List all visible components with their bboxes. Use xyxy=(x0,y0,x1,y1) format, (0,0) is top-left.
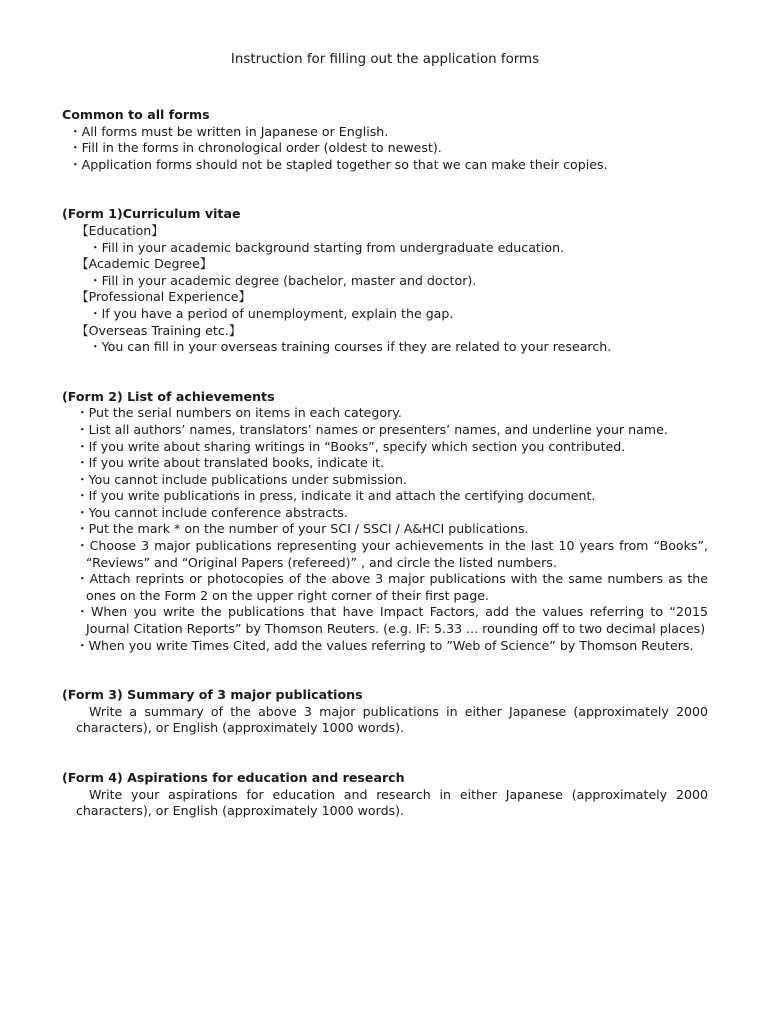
form4-section xyxy=(62,770,708,820)
form1-item: ・Fill in your academic degree (bachelor, master and doctor). xyxy=(89,272,477,288)
document-title: Instruction for filling out the application forms xyxy=(230,52,540,67)
form3-section xyxy=(62,687,708,737)
form4-heading: (Form 4) Aspirations for education and research xyxy=(62,770,405,785)
form2-section xyxy=(62,389,708,655)
common-heading: Common to all forms xyxy=(62,107,210,122)
form1-item: ・Fill in your academic background starting from undergraduate education. xyxy=(89,239,565,255)
form2-item: ・If you write publications in press, indicate it and attach the certifying document. xyxy=(76,488,596,504)
form1-heading: (Form 1)Curriculum vitae xyxy=(62,206,241,222)
common-item: ・Fill in the forms in chronological order (oldest to newest). xyxy=(69,140,442,156)
form2-item: ・You cannot include publications under submission. xyxy=(76,471,407,487)
form2-item: ・You cannot include conference abstracts. xyxy=(76,504,348,520)
form1-subheading: 【Education】 xyxy=(76,222,164,238)
form2-item: ・Choose 3 major publications representing your achievements in the last 10 years from “Books”, “Reviews” and “Original Papers (refereed)” , and circle the listed numbers. xyxy=(76,538,709,570)
common-section xyxy=(62,107,708,173)
common-item: ・Application forms should not be stapled together so that we can make their copies. xyxy=(69,156,608,172)
form1-section xyxy=(62,206,708,355)
form1-subheading: 【Professional Experience】 xyxy=(76,289,252,305)
form1-item: ・You can fill in your overseas training courses if they are related to your research. xyxy=(89,339,612,355)
form4-text: Write your aspirations for education and research in either Japanese (approximately 2000 characters), or English (approximately 1000 words). xyxy=(76,786,708,819)
form2-item: ・When you write the publications that have Impact Factors, add the values referring to “2015 Journal Citation Reports” by Thomson Reuters. (e.g. IF: 5.33 ... rounding off to two decimal places) xyxy=(76,604,709,637)
form2-item: ・If you write about sharing writings in “Books”, specify which section you contributed. xyxy=(76,438,626,454)
form2-heading: (Form 2) List of achievements xyxy=(62,388,275,404)
form2-item: ・When you write Times Cited, add the values referring to ”Web of Science” by Thomson Reuters. xyxy=(76,637,694,653)
form3-text: Write a summary of the above 3 major publications in either Japanese (approximately 2000 characters), or English (approximately 1000 words). xyxy=(76,703,708,736)
form2-item: ・List all authors’ names, translators’ names or presenters’ names, and underline your name. xyxy=(76,421,668,437)
document-page xyxy=(62,50,708,820)
form1-item: ・If you have a period of unemployment, explain the gap. xyxy=(89,305,454,321)
form2-item: ・If you write about translated books, indicate it. xyxy=(76,455,385,471)
form2-item: ・Put the mark * on the number of your SCI / SSCI / A&HCI publications. xyxy=(76,521,529,537)
form3-heading: (Form 3) Summary of 3 major publications xyxy=(62,687,363,703)
form2-item: ・Attach reprints or photocopies of the above 3 major publications with the same numbers as the ones on the Form 2 on the upper right corner of their first page. xyxy=(76,571,708,603)
common-item: ・All forms must be written in Japanese or English. xyxy=(69,123,389,139)
form1-subheading: 【Academic Degree】 xyxy=(76,256,213,272)
form2-item: ・Put the serial numbers on items in each category. xyxy=(76,405,402,421)
form1-subheading: 【Overseas Training etc.】 xyxy=(76,322,242,338)
